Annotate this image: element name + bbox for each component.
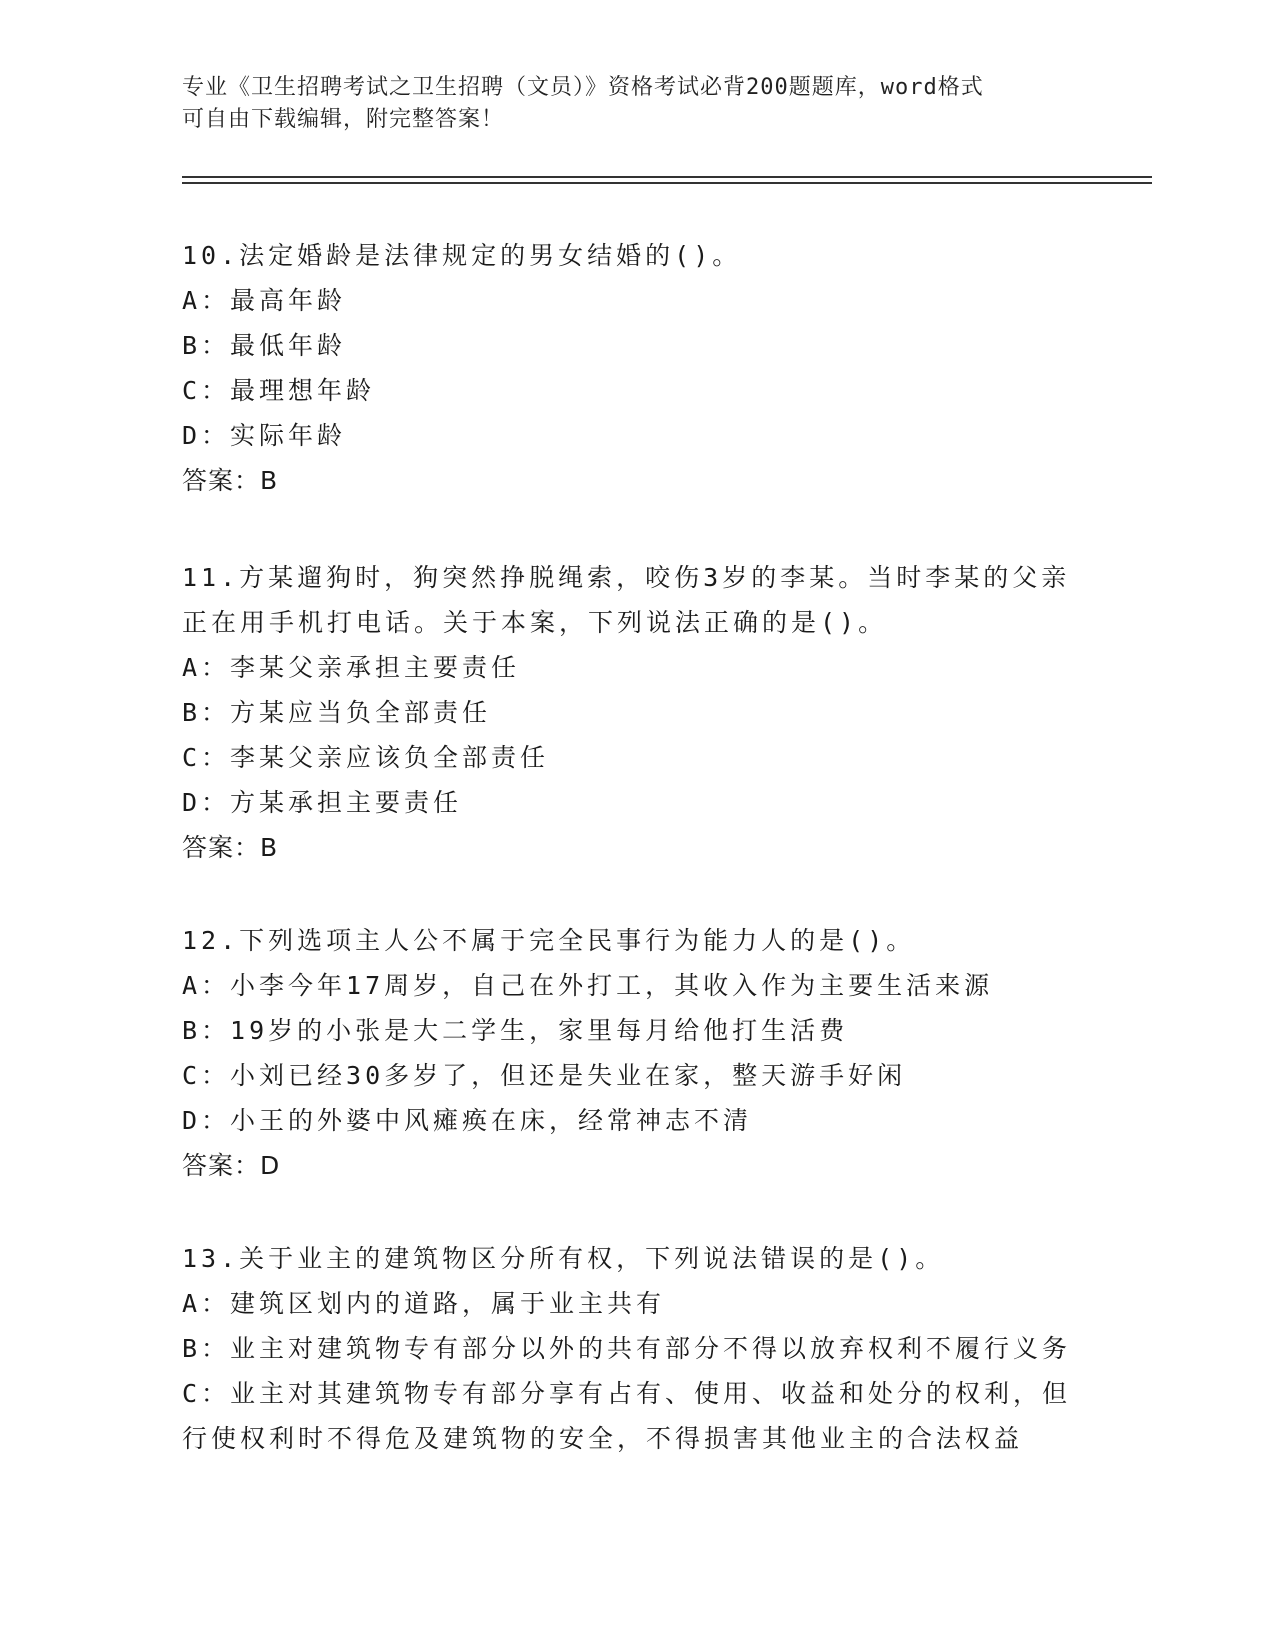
option-d: D：实际年龄: [182, 421, 347, 450]
option-c-continued: 行使权利时不得危及建筑物的安全，不得损害其他业主的合法权益: [182, 1424, 1024, 1453]
option-a: A：李某父亲承担主要责任: [182, 653, 521, 682]
header-divider-top: [182, 176, 1152, 178]
question-text-line-2: 正在用手机打电话。关于本案，下列说法正确的是()。: [182, 608, 888, 637]
question-11: [182, 555, 1082, 870]
option-a: A：小李今年17周岁，自己在外打工，其收入作为主要生活来源: [182, 971, 994, 1000]
option-d: D：小王的外婆中风瘫痪在床，经常神志不清: [182, 1106, 753, 1135]
question-text: 10.法定婚龄是法律规定的男女结婚的()。: [182, 241, 742, 270]
option-a: A：最高年龄: [182, 286, 347, 315]
option-b: B：最低年龄: [182, 331, 347, 360]
question-12: [182, 918, 1082, 1188]
question-10: [182, 233, 1082, 503]
header-line-1: 专业《卫生招聘考试之卫生招聘（文员）》资格考试必背200题题库，word格式: [182, 75, 984, 100]
option-c: C：业主对其建筑物专有部分享有占有、使用、收益和处分的权利，但: [182, 1379, 1072, 1408]
option-c: C：最理想年龄: [182, 376, 376, 405]
option-c: C：小刘已经30多岁了，但还是失业在家，整天游手好闲: [182, 1061, 907, 1090]
option-a: A：建筑区划内的道路，属于业主共有: [182, 1289, 666, 1318]
question-text: 12.下列选项主人公不属于完全民事行为能力人的是()。: [182, 926, 916, 955]
question-text-line-1: 11.方某遛狗时，狗突然挣脱绳索，咬伤3岁的李某。当时李某的父亲: [182, 563, 1071, 592]
answer: 答案：D: [182, 1151, 281, 1180]
header-divider-bottom: [182, 182, 1152, 184]
header-line-2: 可自由下载编辑，附完整答案！: [182, 107, 505, 132]
option-d: D：方某承担主要责任: [182, 788, 463, 817]
question-text: 13.关于业主的建筑物区分所有权，下列说法错误的是()。: [182, 1244, 945, 1273]
option-c: C：李某父亲应该负全部责任: [182, 743, 550, 772]
option-b: B：业主对建筑物专有部分以外的共有部分不得以放弃权利不履行义务: [182, 1334, 1072, 1363]
question-13: [182, 1236, 1082, 1461]
document-header: [182, 72, 1062, 136]
answer: 答案：B: [182, 833, 279, 862]
option-b: B：方某应当负全部责任: [182, 698, 492, 727]
answer: 答案：B: [182, 466, 279, 495]
option-b: B：19岁的小张是大二学生，家里每月给他打生活费: [182, 1016, 849, 1045]
